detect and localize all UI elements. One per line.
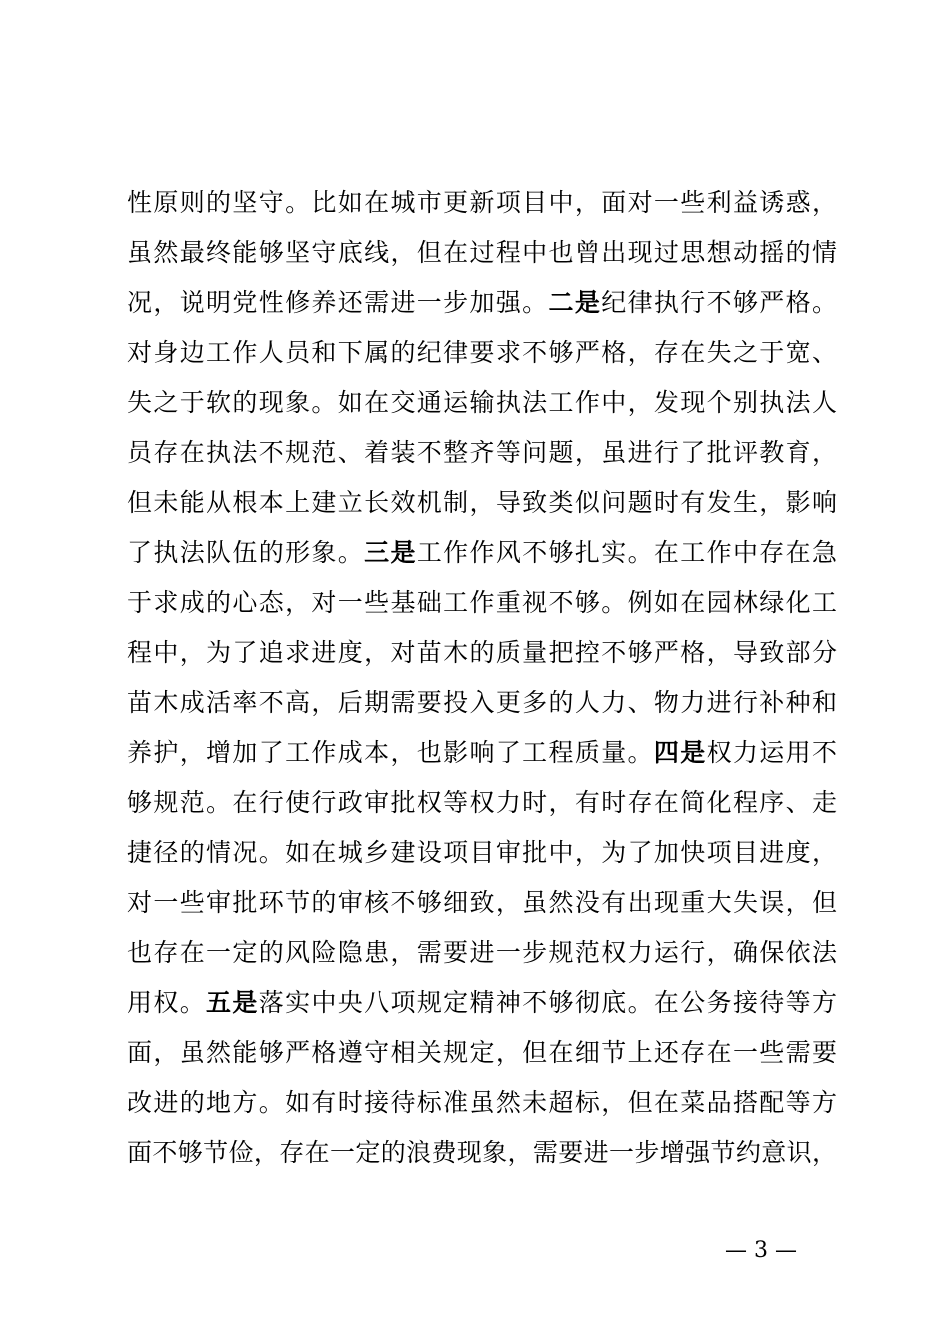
text-line — [127, 1128, 837, 1178]
text-line — [127, 1078, 837, 1128]
bold-point-label: 五是 — [206, 988, 259, 1017]
text-line — [127, 578, 837, 628]
text-segment: 落实中央八项规定精神不够彻底。在公务接待等方 — [258, 988, 837, 1017]
body-paragraph — [127, 178, 837, 1178]
text-segment: 了执法队伍的形象。 — [127, 538, 365, 567]
text-line — [127, 678, 837, 728]
text-line — [127, 328, 837, 378]
text-line — [127, 178, 837, 228]
page-number: — 3 — — [725, 1238, 797, 1263]
text-segment: 面不够节俭，存在一定的浪费现象，需要进一步增强节约意识， — [127, 1138, 837, 1167]
text-line — [127, 278, 837, 328]
text-segment: 员存在执法不规范、着装不整齐等问题，虽进行了批评教育， — [127, 438, 837, 467]
text-segment: 对身边工作人员和下属的纪律要求不够严格，存在失之于宽、 — [127, 338, 837, 367]
text-segment: 也存在一定的风险隐患，需要进一步规范权力运行，确保依法 — [127, 938, 837, 967]
text-segment: 于求成的心态，对一些基础工作重视不够。例如在园林绿化工 — [127, 588, 837, 617]
text-line — [127, 478, 837, 528]
text-segment: 程中，为了追求进度，对苗木的质量把控不够严格，导致部分 — [127, 638, 837, 667]
text-segment: 工作作风不够扎实。在工作中存在急 — [416, 538, 837, 567]
bold-point-label: 三是 — [364, 538, 417, 567]
bold-point-label: 二是 — [548, 288, 602, 317]
text-segment: 苗木成活率不高，后期需要投入更多的人力、物力进行补种和 — [127, 688, 837, 717]
text-line — [127, 528, 837, 578]
text-segment: 但未能从根本上建立长效机制，导致类似问题时有发生，影响 — [127, 488, 837, 517]
text-line — [127, 378, 837, 428]
text-line — [127, 878, 837, 928]
text-segment: 况，说明党性修养还需进一步加强。 — [127, 288, 549, 317]
text-line — [127, 928, 837, 978]
text-segment: 失之于软的现象。如在交通运输执法工作中，发现个别执法人 — [127, 388, 837, 417]
text-segment: 面，虽然能够严格遵守相关规定，但在细节上还存在一些需要 — [127, 1038, 837, 1067]
text-line — [127, 778, 837, 828]
bold-point-label: 四是 — [653, 738, 707, 767]
text-line — [127, 228, 837, 278]
text-segment: 捷径的情况。如在城乡建设项目审批中，为了加快项目进度， — [127, 838, 837, 867]
text-segment: 性原则的坚守。比如在城市更新项目中，面对一些利益诱惑， — [127, 188, 837, 217]
text-line — [127, 628, 837, 678]
text-line — [127, 728, 837, 778]
text-line — [127, 1028, 837, 1078]
text-segment: 对一些审批环节的审核不够细致，虽然没有出现重大失误，但 — [127, 888, 837, 917]
text-segment: 虽然最终能够坚守底线，但在过程中也曾出现过思想动摇的情 — [127, 238, 837, 267]
text-segment: 养护，增加了工作成本，也影响了工程质量。 — [127, 738, 654, 767]
text-line — [127, 978, 837, 1028]
text-segment: 权力运用不 — [706, 738, 837, 767]
text-segment: 用权。 — [127, 988, 207, 1017]
text-line — [127, 428, 837, 478]
text-line — [127, 828, 837, 878]
text-segment: 改进的地方。如有时接待标准虽然未超标，但在菜品搭配等方 — [127, 1088, 837, 1117]
text-segment: 够规范。在行使行政审批权等权力时，有时存在简化程序、走 — [127, 788, 837, 817]
text-segment: 纪律执行不够严格。 — [601, 288, 837, 317]
